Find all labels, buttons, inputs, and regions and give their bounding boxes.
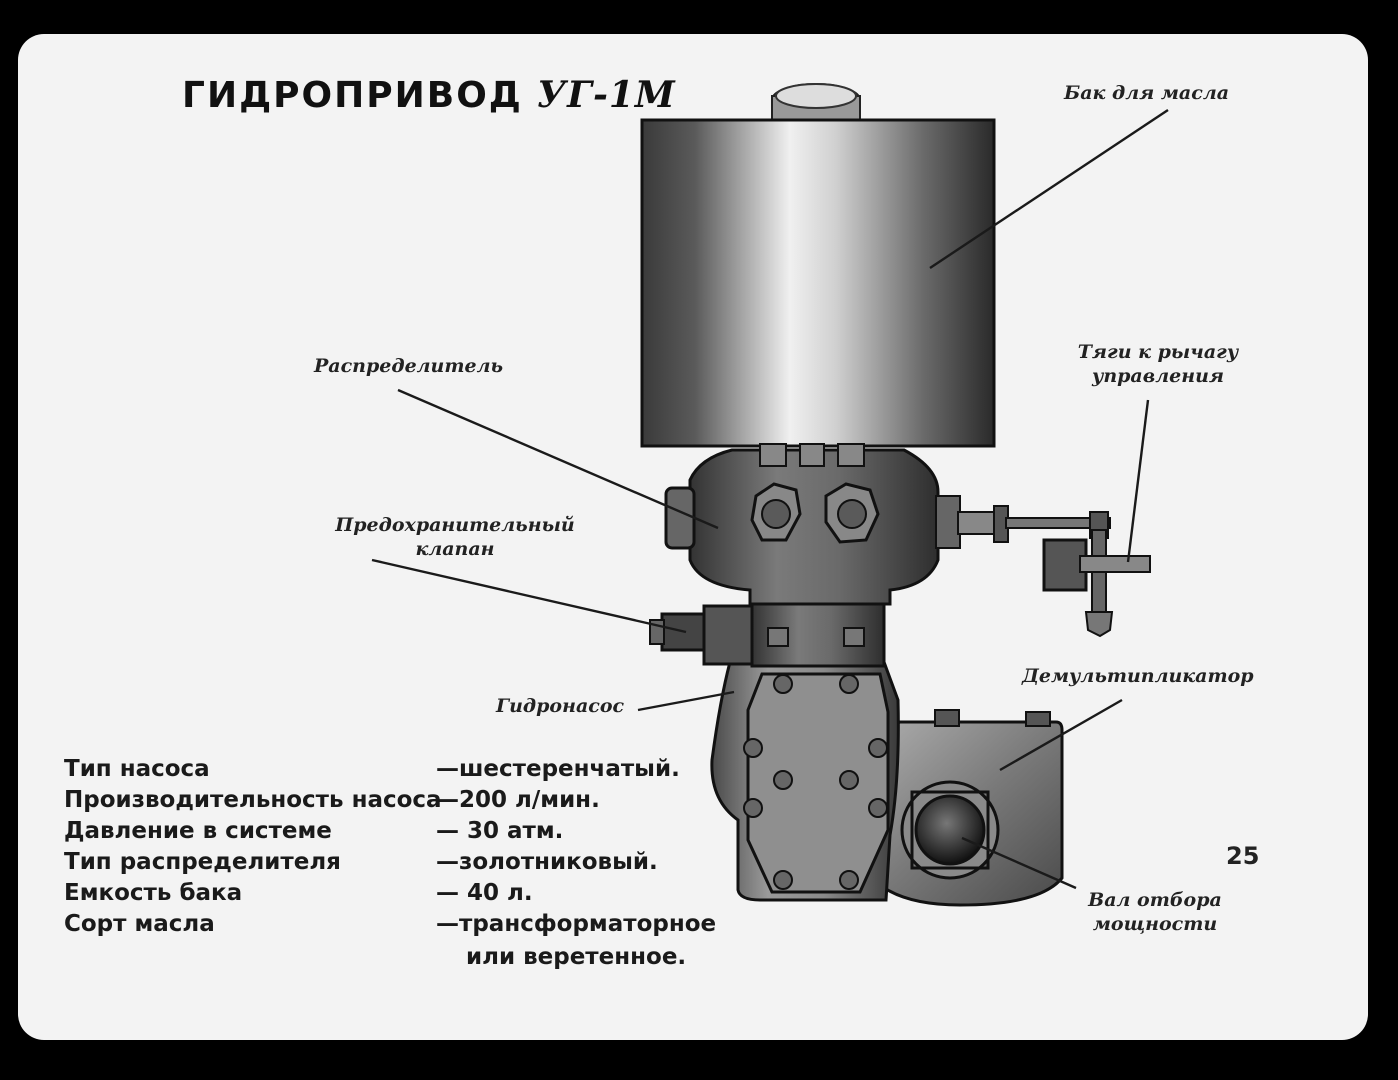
label-power-takeoff-line2: мощности — [1092, 913, 1218, 935]
spec-value: —200 л/мин. — [436, 787, 600, 813]
oil-tank — [642, 120, 994, 446]
power-takeoff-shaft — [902, 782, 998, 878]
spec-name: Сорт масла — [64, 911, 215, 937]
label-control-rods-line1: Тяги к рычагу — [1077, 341, 1239, 363]
title-model: УГ-1М — [536, 74, 676, 116]
page-number: 25 — [1226, 842, 1260, 870]
pump-cover-plate — [748, 674, 888, 892]
label-oil-tank: Бак для масла — [1064, 82, 1230, 104]
label-safety-valve-line2: клапан — [415, 538, 495, 560]
distributor-side-plug — [666, 488, 694, 548]
control-rods — [936, 496, 1150, 636]
label-safety-valve-line1: Предохранительный — [335, 514, 575, 536]
spec-value: —золотниковый. — [436, 849, 658, 875]
spec-value-continuation: или веретенное. — [466, 944, 687, 970]
label-power-takeoff-line1: Вал отбора — [1088, 889, 1222, 911]
spec-name: Тип распределителя — [64, 849, 341, 875]
spec-name: Производительность насоса — [64, 787, 442, 813]
distributor-top-nuts — [760, 444, 864, 466]
label-power-takeoff — [1080, 888, 1230, 936]
label-control-rods-line2: управления — [1091, 365, 1225, 387]
label-safety-valve — [330, 513, 580, 561]
spec-name: Давление в системе — [64, 818, 332, 844]
title-main: ГИДРОПРИВОД — [182, 75, 523, 116]
spec-name: Емкость бака — [64, 880, 243, 906]
spec-name: Тип насоса — [64, 756, 210, 782]
label-reducer: Демультипликатор — [1022, 665, 1254, 687]
label-control-rods — [1060, 340, 1256, 388]
spec-value: — 30 атм. — [436, 818, 564, 844]
page-title — [182, 74, 676, 116]
tank-cap — [772, 84, 860, 120]
spec-value: — 40 л. — [436, 880, 533, 906]
label-pump: Гидронасос — [496, 695, 625, 717]
spec-value: —шестеренчатый. — [436, 756, 680, 782]
safety-valve — [650, 606, 754, 664]
label-distributor: Распределитель — [314, 355, 504, 377]
distributor-body — [690, 450, 938, 604]
spec-value: —трансформаторное — [436, 911, 717, 937]
